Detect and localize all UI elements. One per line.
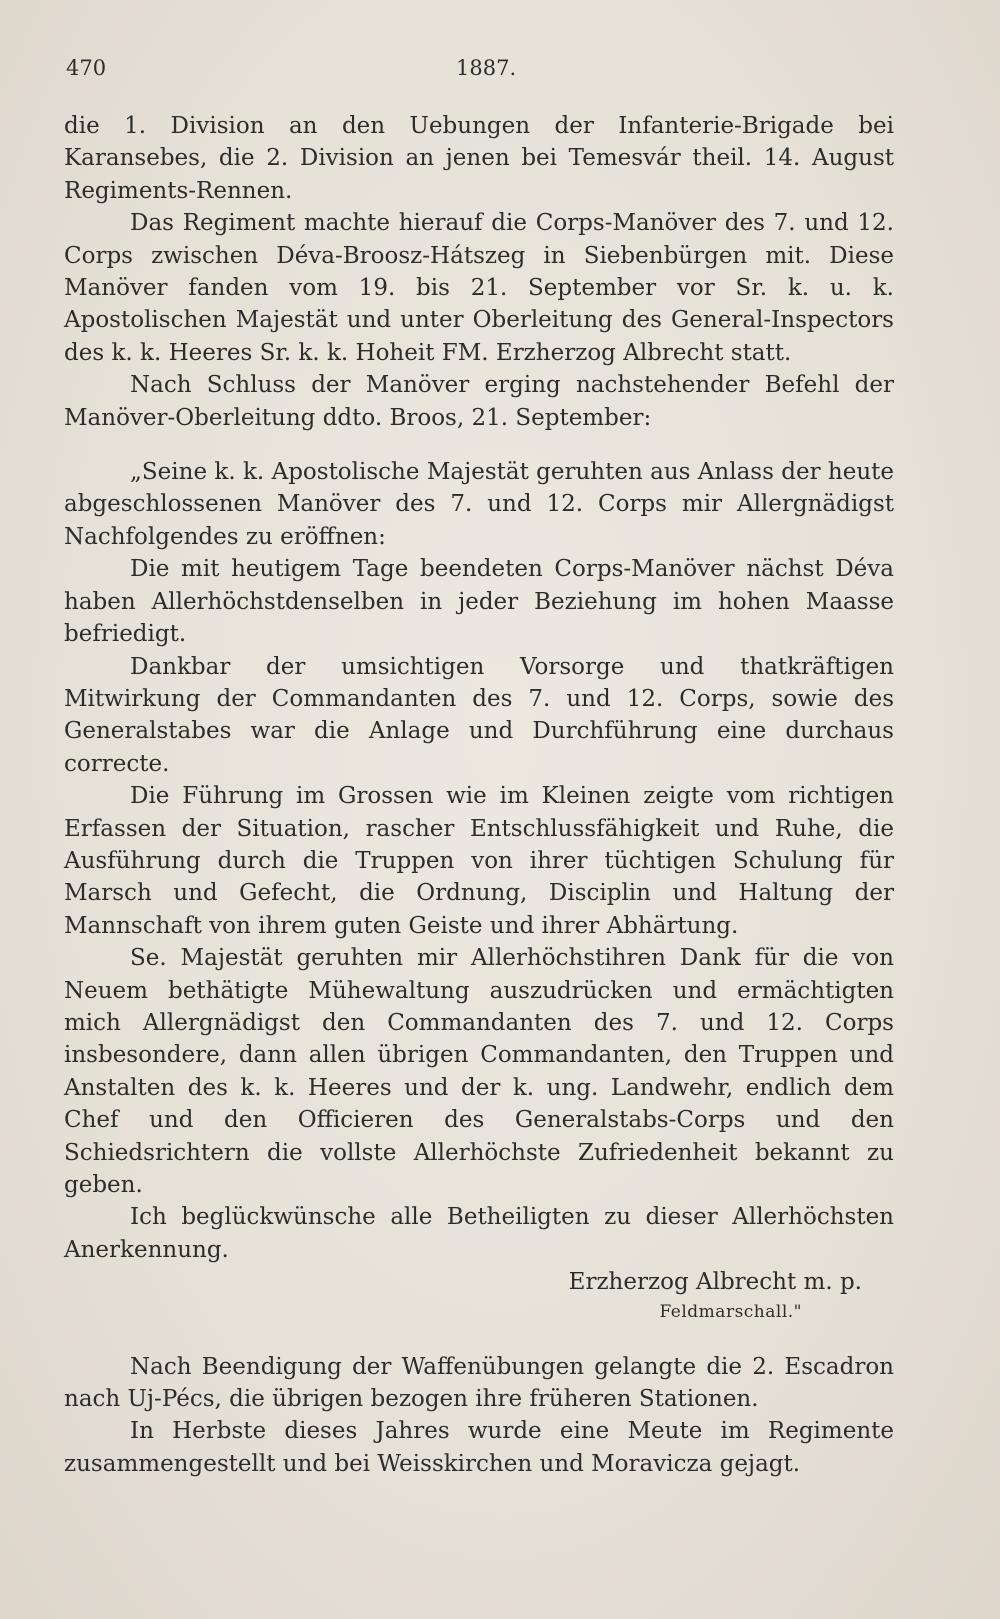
paragraph: Nach Beendigung der Waffenübungen gelangte die 2. Escadron nach Uj-Pécs, die übrigen bezogen ihre früheren Stationen. xyxy=(64,1353,894,1413)
paragraph: In Herbste dieses Jahres wurde eine Meute im Regimente zusammengestellt und bei Weisskirchen und Moravicza gejagt. xyxy=(64,1418,894,1477)
order-paragraph: Dankbar der umsichtigen Vorsorge und thatkräftigen Mitwirkung der Commandanten des 7. und 12. Corps, sowie des Generalstabes war die Anlage und Durchführung eine durchaus correcte. xyxy=(64,653,894,777)
order-paragraph: „Seine k. k. Apostolische Majestät geruhten aus Anlass der heute abgeschlossenen Manöver des 7. und 12. Corps mir Allergnädigst Nachfolgendes zu eröffnen: xyxy=(64,459,894,550)
paragraph: die 1. Division an den Uebungen der Infanterie-Brigade bei Karansebes, die 2. Division an jenen bei Temesvár theil. 14. August Regiments-Rennen. xyxy=(64,113,894,204)
order-paragraph: Se. Majestät geruhten mir Allerhöchstihren Dank für die von Neuem bethätigte Mühewaltung auszudrücken und ermächtigten mich Allergnädigst den Commandanten des 7. und 12. Corps insbesondere, dann allen übrigen Commandanten, den Truppen und Anstalten des k. k. Heeres und der k. ung. Landwehr, endlich dem Chef und den Officieren des Generalstabs-Corps und den Schiedsrichtern die vollste Allerhöchste Zufriedenheit bekannt zu geben. xyxy=(64,945,894,1198)
signature-rank: Feldmarschall." xyxy=(659,1301,802,1322)
order-paragraph: Ich beglückwünsche alle Betheiligten zu dieser Allerhöchsten Anerkennung. xyxy=(64,1204,894,1263)
running-header-year: 1887. xyxy=(456,56,517,80)
paragraph: Nach Schluss der Manöver erging nachstehender Befehl der Manöver-Oberleitung ddto. Broos, 21. September: xyxy=(64,372,894,431)
page-header xyxy=(66,56,896,90)
order-paragraph: Die Führung im Grossen wie im Kleinen zeigte vom richtigen Erfassen der Situation, rascher Entschlussfähigkeit und Ruhe, die Ausführung durch die Truppen von ihrer tüchtigen Schulung für Marsch und Gefecht, die Ordnung, Disciplin und Haltung der Mannschaft von ihrem guten Geiste und ihrer Abhärtung. xyxy=(64,783,894,939)
signature: Erzherzog Albrecht m. p. xyxy=(568,1269,862,1296)
order-paragraph: Die mit heutigem Tage beendeten Corps-Manöver nächst Déva haben Allerhöchstdenselben in jeder Beziehung im hohen Maasse befriedigt. xyxy=(64,556,894,648)
page-number: 470 xyxy=(66,56,107,80)
paragraph: Das Regiment machte hierauf die Corps-Manöver des 7. und 12. Corps zwischen Déva-Broosz-Hátszeg in Siebenbürgen mit. Diese Manöver fanden vom 19. bis 21. September vor Sr. k. u. k. Apostolischen Majestät und unter Oberleitung des General-Inspectors des k. k. Heeres Sr. k. k. Hoheit FM. Erzherzog Albrecht statt. xyxy=(64,210,894,366)
quoted-order xyxy=(64,456,894,1325)
body-text xyxy=(64,110,894,1480)
